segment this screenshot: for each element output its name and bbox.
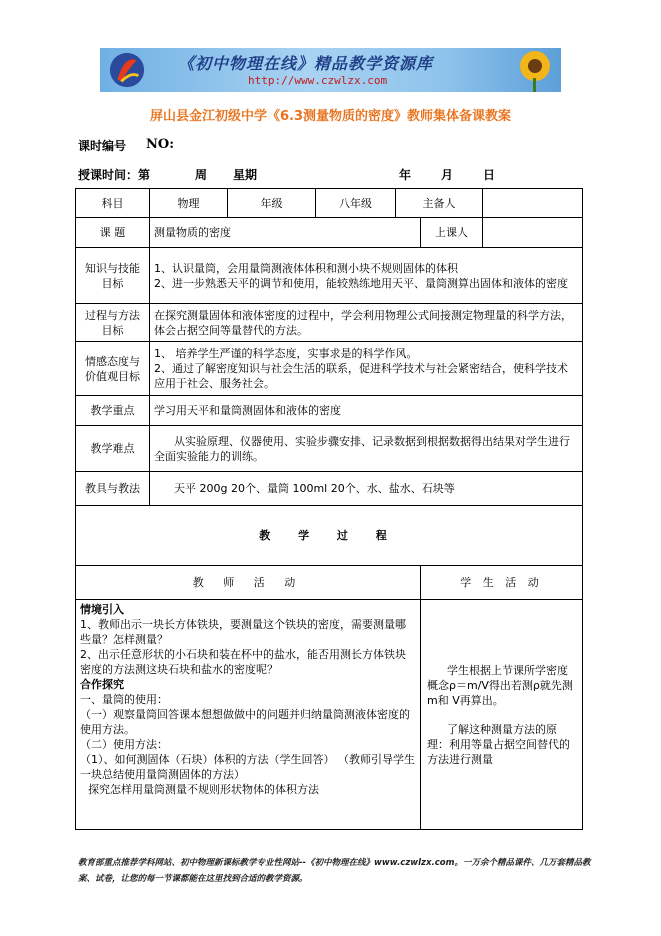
topic-label: 课 题 [76,218,150,248]
tools-content: 天平 200g 20个、量筒 100ml 20个、水、盐水、石块等 [150,472,583,506]
key-point-content: 学习用天平和量筒测固体和液体的密度 [150,396,583,426]
grade-label: 年级 [228,189,316,218]
header-banner [100,48,561,92]
student-line: 了解这种测量方法的原理：利用等量占据空间替代的方法进行测量 [427,722,570,766]
process-content: 在探究测量固体和液体密度的过程中，学会利用物理公式间接测定物理量的科学方法，体会占据空间等量替代的方法。 [150,304,583,342]
teacher-line: 1、教师出示一块长方体铁块，要测量这个铁块的密度，需要测量哪些量？怎样测量？ [80,618,406,646]
process-label: 过程与方法目标 [76,304,150,342]
teacher-line: 探究怎样用量筒测量不规则形状物体的体积方法 [88,783,319,796]
knowledge-item: 2、进一步熟悉天平的调节和使用，能较熟练地用天平、量筒测算出固体和液体的密度 [154,276,568,290]
student-line: 学生根据上节课所学密度概念ρ＝m/V得出若测ρ就先测 m和 V再算出。 [427,663,573,707]
teacher-line: （二）使用方法： [80,738,168,751]
knowledge-label: 知识与技能目标 [76,248,150,304]
tools-label: 教具与教法 [76,472,150,506]
site-logo [108,51,146,89]
emotion-item: 2、通过了解密度知识与社会生活的联系，促进科学技术与社会紧密结合，使科学技术应用于社会、服务社会。 [154,362,568,390]
topic-value: 测量物质的密度 [150,218,421,248]
banner-url[interactable]: http://www.czwlzx.com [248,74,388,87]
process-title: 教 学 过 程 [76,506,583,566]
emotion-item: 1、 培养学生严谨的科学态度，实事求是的科学作风。 [154,347,418,360]
teacher-activity-header: 教 师 活 动 [76,566,421,600]
teach-time-year: 年 [399,168,412,182]
teach-time-weekday: 星期 [233,168,258,182]
teach-time-week: 周 [195,168,208,182]
teacher-line: 情境引入 [80,603,124,616]
teacher-line: 合作探究 [80,678,124,691]
teacher-line: （一）观察量筒回答课本想想做做中的问题并归纳量筒测液体密度的使用方法。 [80,708,410,736]
lecturer-label: 上课人 [421,218,483,248]
sunflower-image [509,48,557,92]
preparer-label: 主备人 [396,189,483,218]
lesson-number-label: 课时编号 [78,139,127,153]
lesson-number-value: NO: [146,137,175,152]
teach-time-month: 月 [441,168,454,182]
lesson-plan-table [75,188,583,830]
difficulty-label: 教学难点 [76,426,150,472]
student-activity-content [421,600,583,830]
document-title: 屏山县金江初级中学《6.3测量物质的密度》教师集体备课教案 [149,109,512,124]
subject-label: 科目 [76,189,150,218]
teacher-line: （1）、如何测固体（石块）体积的方法（学生回答） （教师引导学生一块总结使用量筒测固体的方法） [80,753,415,781]
teacher-line: 一、量筒的使用： [80,693,168,706]
subject-value: 物理 [150,189,228,218]
teach-time-day: 日 [483,168,496,182]
lecturer-value [483,218,583,248]
knowledge-content [150,248,583,304]
teach-time-label: 授课时间：第 [78,168,151,182]
emotion-content [150,342,583,396]
teacher-line: 2、出示任意形状的小石块和装在杯中的盐水，能否用测长方体铁块密度的方法测这块石块和盐水的密度呢？ [80,648,406,676]
student-activity-header: 学 生 活 动 [421,566,583,600]
teacher-activity-content [76,600,421,830]
emotion-label: 情感态度与价值观目标 [76,342,150,396]
footer-note: 教育部重点推荐学科网站、初中物理新课标教学专业性网站--《初中物理在线》www.czwlzx.com。一万余个精品课件、几万套精品教案、试卷，让您的每一节课都能在这里找到合适的教学资源。 [78,858,591,884]
difficulty-content: 从实验原理、仪器使用、实验步骤安排、记录数据到根据数据得出结果对学生进行全面实验能力的训练。 [150,426,583,472]
preparer-value [483,189,583,218]
key-point-label: 教学重点 [76,396,150,426]
banner-title: 《初中物理在线》精品教学资源库 [178,54,434,73]
grade-value: 八年级 [316,189,396,218]
knowledge-item: 1、认识量筒，会用量筒测液体体积和测小块不规则固体的体积 [154,261,458,275]
